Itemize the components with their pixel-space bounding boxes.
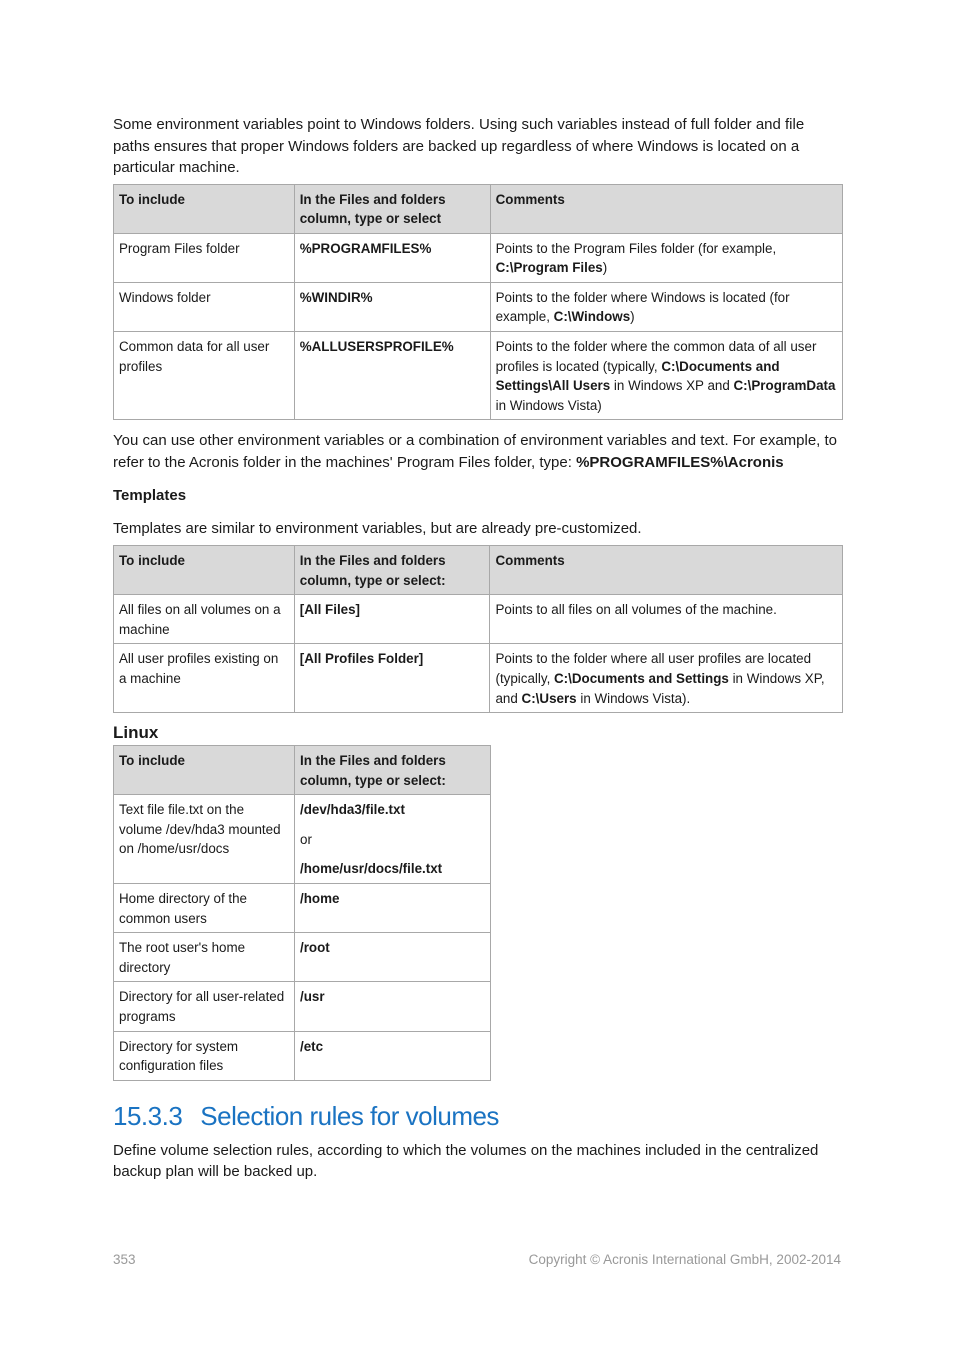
cell (294, 332, 490, 420)
comment-text: Points to the folder where all user profiles are located (typically, (495, 651, 812, 686)
cell: All files on all volumes on a machine (114, 595, 295, 644)
cell (295, 933, 491, 982)
header-cell: In the Files and folders column, type or select: (294, 545, 490, 594)
templates-intro: Templates are similar to environment variables, but are already pre-customized. (113, 520, 642, 538)
cell: Home directory of the common users (114, 884, 295, 933)
comment-text: Points to all files on all volumes of the machine. (495, 602, 777, 618)
templates-table (113, 545, 843, 713)
variable-name: %PROGRAMFILES% (299, 240, 432, 256)
comment-bold: C:\Users (521, 690, 577, 706)
windows-variables-table (113, 184, 843, 421)
copyright-text: Copyright © Acronis International GmbH, 2002-2014 (528, 1252, 841, 1267)
intro-paragraph: Some environment variables point to Windows folders. Using such variables instead of full folder and file paths ensures that proper Windows folders are backed up regardless of where Windows is located on a particular machine. (113, 116, 805, 176)
cell: All user profiles existing on a machine (114, 644, 295, 713)
table-row (114, 282, 843, 331)
document-page (113, 114, 843, 1183)
table-row (114, 644, 843, 713)
header-cell: To include (114, 746, 295, 795)
path-value: /home (300, 891, 340, 907)
comment-text: ) (602, 260, 608, 276)
header-cell: To include (114, 184, 295, 233)
cell (490, 233, 842, 282)
header-cell: In the Files and folders column, type or select: (295, 746, 491, 795)
template-name: [All Files] (299, 602, 361, 618)
table-row (114, 795, 491, 884)
cell (294, 644, 490, 713)
comment-text: Points to the folder where the common data of all user profiles is located (typically, (495, 339, 817, 374)
cell (295, 884, 491, 933)
cell (295, 982, 491, 1031)
table-row (114, 884, 491, 933)
cell (294, 282, 490, 331)
comment-bold: C:\Windows (553, 309, 631, 325)
variable-name: %ALLUSERSPROFILE% (299, 339, 454, 355)
section-heading (113, 1101, 843, 1132)
path-value: /home/usr/docs/file.txt (300, 861, 443, 877)
comment-text: in Windows XP, and (495, 670, 825, 706)
cell: The root user's home directory (114, 933, 295, 982)
linux-heading: Linux (113, 723, 159, 743)
table-row (114, 595, 843, 644)
or-text: or (300, 831, 312, 847)
cell: Text file file.txt on the volume /dev/hda3 mounted on /home/usr/docs (114, 795, 295, 884)
cell (295, 1031, 491, 1080)
comment-bold: C:\ProgramData (733, 378, 836, 394)
table-header-row (114, 545, 843, 594)
comment-text: ) (630, 309, 635, 325)
table-row (114, 233, 843, 282)
comment-text: Points to the folder where Windows is located (for example, (495, 289, 790, 325)
header-cell: Comments (490, 545, 843, 594)
table-header-row (114, 746, 491, 795)
path-value: /etc (300, 1038, 324, 1054)
variables-paragraph (113, 430, 843, 473)
header-cell: Comments (490, 184, 842, 233)
table-row (114, 982, 491, 1031)
cell (295, 795, 491, 884)
path-value: /root (300, 940, 330, 956)
cell: Windows folder (114, 282, 295, 331)
cell: Common data for all user profiles (114, 332, 295, 420)
cell (490, 595, 843, 644)
path-value: /usr (300, 989, 325, 1005)
comment-text: in Windows Vista). (576, 690, 691, 706)
linux-table (113, 745, 491, 1081)
section-title: Selection rules for volumes (200, 1100, 499, 1131)
page-footer (113, 1252, 841, 1267)
paragraph-text: You can use other environment variables or a combination of environment variables and text. For example, to refer to the Acronis folder in the machines' Program Files folder, type: (113, 432, 838, 471)
cell: Directory for system configuration files (114, 1031, 295, 1080)
comment-bold: C:\Documents and Settings (554, 670, 729, 686)
section-number: 15.3.3 (113, 1100, 183, 1131)
page-number: 353 (113, 1252, 136, 1267)
comment-bold: C:\Program Files (495, 260, 603, 276)
comment-bold: C:\Documents and Settings\All Users (495, 358, 780, 394)
header-cell: In the Files and folders column, type or select (294, 184, 490, 233)
table-row (114, 1031, 491, 1080)
path-value: /dev/hda3/file.txt (300, 802, 405, 818)
comment-text: in Windows Vista) (495, 397, 602, 413)
cell (294, 233, 490, 282)
example-path: %PROGRAMFILES%\Acronis (576, 453, 784, 471)
table-header-row (114, 184, 843, 233)
comment-text: Points to the Program Files folder (for example, (495, 240, 777, 256)
header-cell: To include (114, 545, 295, 594)
templates-heading: Templates (113, 487, 187, 505)
cell (490, 282, 842, 331)
cell: Program Files folder (114, 233, 295, 282)
cell: Directory for all user-related programs (114, 982, 295, 1031)
table-row (114, 933, 491, 982)
template-name: [All Profiles Folder] (299, 651, 424, 667)
variable-name: %WINDIR% (299, 289, 373, 305)
comment-text: in Windows XP and (610, 378, 734, 394)
table-row (114, 332, 843, 420)
cell (490, 644, 843, 713)
cell (294, 595, 490, 644)
section-paragraph: Define volume selection rules, according to which the volumes on the machines included in the centralized backup plan will be backed up. (113, 1141, 819, 1181)
cell (490, 332, 842, 420)
